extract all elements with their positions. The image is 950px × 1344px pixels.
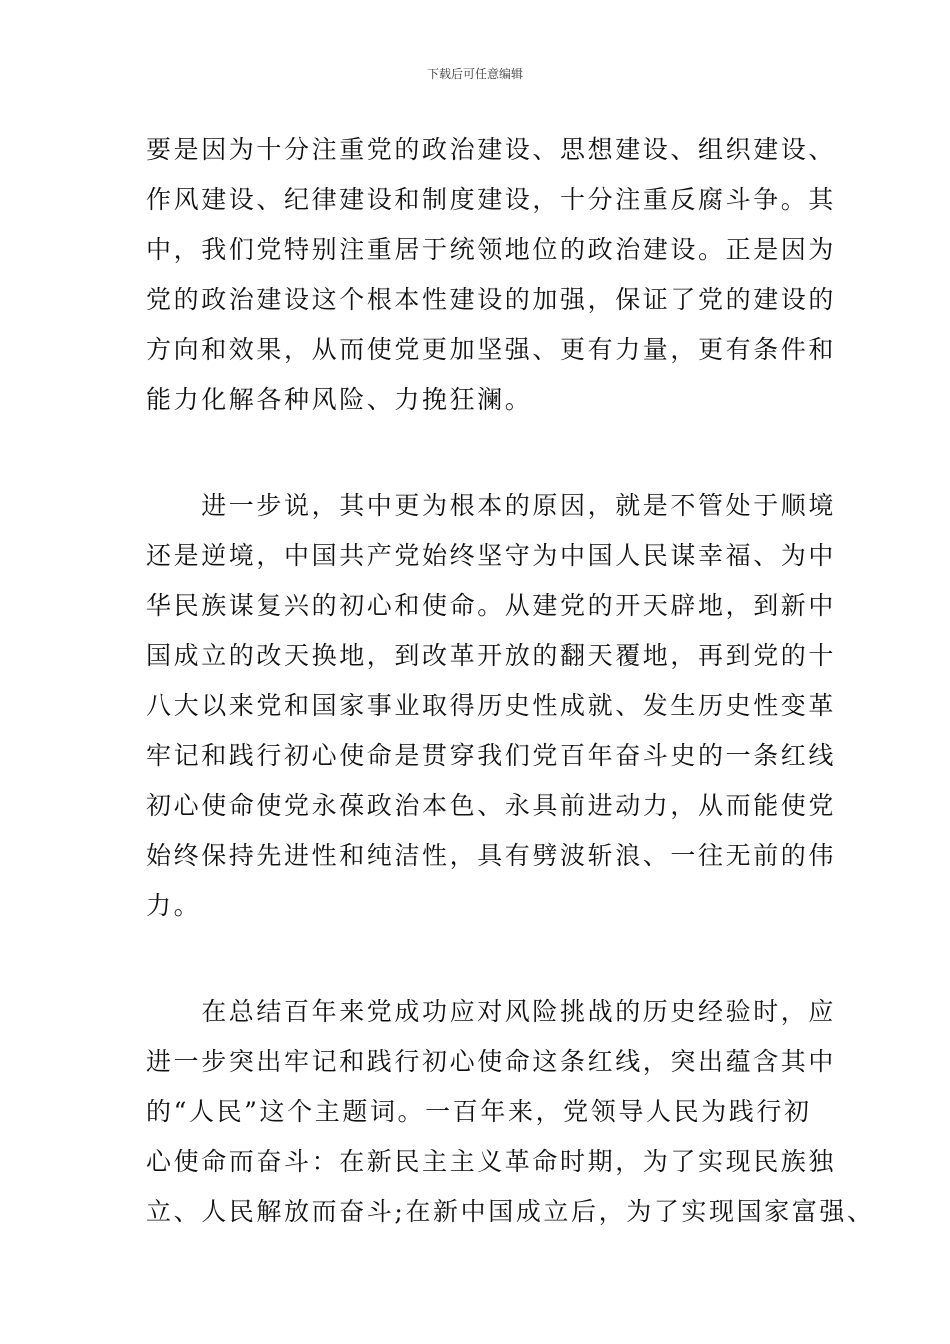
paragraph-spacer bbox=[146, 425, 826, 481]
text-line: 能力化解各种风险、力挽狂澜。 bbox=[146, 385, 533, 414]
text-line: 华民族谋复兴的初心和使命。从建党的开天辟地，到新中 bbox=[146, 591, 837, 620]
text-line: 进一步突出牢记和践行初心使命这条红线，突出蕴含其中 bbox=[146, 1047, 837, 1076]
text-line: 的“人民”这个主题词。一百年来，党领导人民为践行初 bbox=[146, 1097, 812, 1126]
document-body bbox=[146, 125, 875, 1237]
text-line: 立、人民解放而奋斗;在新中国成立后，为了实现国家富强、 bbox=[146, 1197, 875, 1226]
text-line: 牢记和践行初心使命是贯穿我们党百年奋斗史的一条红线 bbox=[146, 741, 837, 770]
text-line: 八大以来党和国家事业取得历史性成就、发生历史性变革 bbox=[146, 691, 837, 720]
text-line: 要是因为十分注重党的政治建设、思想建设、组织建设、 bbox=[146, 135, 837, 164]
text-line: 力。 bbox=[146, 891, 202, 920]
text-line: 始终保持先进性和纯洁性，具有劈波斩浪、一往无前的伟 bbox=[146, 841, 837, 870]
text-line: 进一步说，其中更为根本的原因，就是不管处于顺境 bbox=[146, 491, 837, 520]
paragraph-2 bbox=[146, 481, 837, 931]
paragraph-spacer bbox=[146, 931, 826, 987]
paragraph-1 bbox=[146, 125, 837, 425]
page-header: 下载后可任意编辑 bbox=[426, 67, 523, 81]
text-line: 心使命而奋斗：在新民主主义革命时期，为了实现民族独 bbox=[146, 1147, 837, 1176]
text-line: 中，我们党特别注重居于统领地位的政治建设。正是因为 bbox=[146, 235, 837, 264]
text-line: 国成立的改天换地，到改革开放的翻天覆地，再到党的十 bbox=[146, 641, 837, 670]
text-line: 作风建设、纪律建设和制度建设，十分注重反腐斗争。其 bbox=[146, 185, 837, 214]
text-line: 还是逆境，中国共产党始终坚守为中国人民谋幸福、为中 bbox=[146, 541, 837, 570]
text-line: 方向和效果，从而使党更加坚强、更有力量，更有条件和 bbox=[146, 335, 837, 364]
text-line: 初心使命使党永葆政治本色、永具前进动力，从而能使党 bbox=[146, 791, 837, 820]
text-line: 党的政治建设这个根本性建设的加强，保证了党的建设的 bbox=[146, 285, 837, 314]
text-line: 在总结百年来党成功应对风险挑战的历史经验时，应 bbox=[146, 997, 837, 1026]
paragraph-3 bbox=[146, 987, 875, 1237]
